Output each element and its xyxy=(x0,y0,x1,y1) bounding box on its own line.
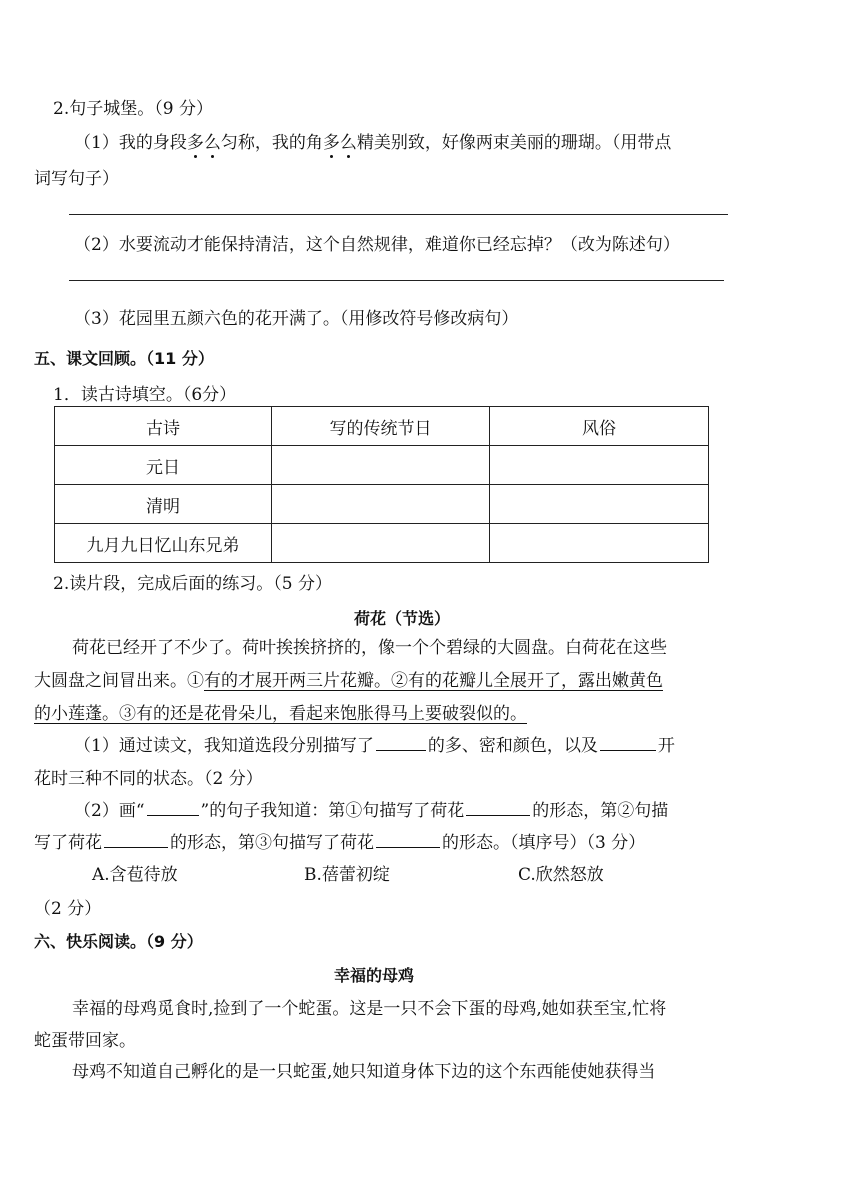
fill-blank[interactable] xyxy=(600,734,656,751)
answer-cell[interactable] xyxy=(272,524,490,563)
question-text: 的形态。（填序号）（3 分） xyxy=(442,833,646,853)
passage-question2-cont xyxy=(34,828,645,853)
poem-cell: 清明 xyxy=(55,485,272,524)
section5-sub1: 1．读古诗填空。（6分） xyxy=(53,385,237,405)
section6-heading: 六、快乐阅读。（9 分） xyxy=(34,932,203,951)
answer-cell[interactable] xyxy=(272,446,490,485)
q2-heading: 2.句子城堡。（9 分） xyxy=(53,99,213,119)
underlined-text: 有的才展开两三片花瓣。②有的花瓣儿全展开了，露出嫩黄色 xyxy=(204,671,663,691)
answer-cell[interactable] xyxy=(490,446,709,485)
q2-sentence2: （2）水要流动才能保持清洁，这个自然规律，难道你已经忘掉？（改为陈述句） xyxy=(74,235,680,255)
passage-question2 xyxy=(74,796,668,821)
passage-text: 大圆盘之间冒出来。① xyxy=(34,671,204,691)
question-text: （2）画“ xyxy=(74,801,145,821)
dotted-char: 多 xyxy=(186,133,204,153)
answer-cell[interactable] xyxy=(490,485,709,524)
dotted-char: 么 xyxy=(203,133,221,153)
underlined-text: 的小莲蓬。③有的还是花骨朵儿，看起来饱胀得马上要破裂似的。 xyxy=(34,704,527,724)
fill-blank[interactable] xyxy=(376,831,440,848)
poem-cell: 元日 xyxy=(55,446,272,485)
q2-sentence1-cont: 词写句子） xyxy=(34,169,119,189)
answer-cell[interactable] xyxy=(490,524,709,563)
reading-line: 母鸡不知道自己孵化的是一只蛇蛋,她只知道身体下边的这个东西能使她获得当 xyxy=(72,1062,656,1082)
reading-line: 幸福的母鸡觅食时,捡到了一个蛇蛋。这是一只不会下蛋的母鸡,她如获至宝,忙将 xyxy=(72,999,667,1019)
table-row xyxy=(55,485,709,524)
reading-title: 幸福的母鸡 xyxy=(334,966,415,985)
s1-text-pre: （1）我的身段 xyxy=(74,133,187,153)
reading-line: 蛇蛋带回家。 xyxy=(34,1031,136,1051)
dotted-char: 么 xyxy=(339,133,357,153)
underline-sample xyxy=(147,799,199,816)
table-row xyxy=(55,524,709,563)
header-cell: 风俗 xyxy=(490,407,709,446)
q2-sentence1 xyxy=(74,128,671,153)
passage-question1 xyxy=(74,731,675,756)
s1-text-post: 精美别致，好像两束美丽的珊瑚。（用带点 xyxy=(356,133,672,153)
question-text: 写了荷花 xyxy=(34,833,102,853)
question-text: 的形态，第③句描写了荷花 xyxy=(170,833,374,853)
passage-line: 荷花已经开了不少了。荷叶挨挨挤挤的，像一个个碧绿的大圆盘。白荷花在这些 xyxy=(72,638,667,658)
answer-line[interactable] xyxy=(69,280,724,281)
q2-sentence3: （3）花园里五颜六色的花开满了。（用修改符号修改病句） xyxy=(74,309,519,329)
table-header-row xyxy=(55,407,709,446)
fill-blank[interactable] xyxy=(376,734,426,751)
score-note: （2 分） xyxy=(34,899,102,919)
section5-sub2: 2.读片段，完成后面的练习。（5 分） xyxy=(53,574,332,594)
option-a[interactable]: A.含苞待放 xyxy=(92,865,178,885)
table-row xyxy=(55,446,709,485)
option-b[interactable]: B.蓓蕾初绽 xyxy=(304,865,390,885)
question-text: 的形态，第②句描 xyxy=(532,801,669,821)
answer-cell[interactable] xyxy=(272,485,490,524)
header-cell: 古诗 xyxy=(55,407,272,446)
question-text: 的多、密和颜色，以及 xyxy=(427,736,598,756)
option-c[interactable]: C.欣然怒放 xyxy=(518,865,604,885)
answer-line[interactable] xyxy=(69,214,728,215)
passage-line xyxy=(34,666,663,691)
fill-blank[interactable] xyxy=(104,831,168,848)
fill-blank[interactable] xyxy=(466,799,530,816)
question-text: ”的句子我知道：第①句描写了荷花 xyxy=(200,801,465,821)
header-cell: 写的传统节日 xyxy=(272,407,490,446)
passage-question1-cont: 花时三种不同的状态。（2 分） xyxy=(34,769,263,789)
passage-line xyxy=(34,699,527,724)
section5-heading: 五、课文回顾。（11 分） xyxy=(34,349,214,368)
poem-table xyxy=(54,406,709,563)
poem-cell: 九月九日忆山东兄弟 xyxy=(55,524,272,563)
s1-text-mid: 匀称，我的角 xyxy=(220,133,323,153)
question-text: 开 xyxy=(657,736,675,756)
question-text: （1）通过读文，我知道选段分别描写了 xyxy=(74,736,374,756)
passage-title: 荷花（节选） xyxy=(354,609,451,628)
dotted-char: 多 xyxy=(322,133,340,153)
